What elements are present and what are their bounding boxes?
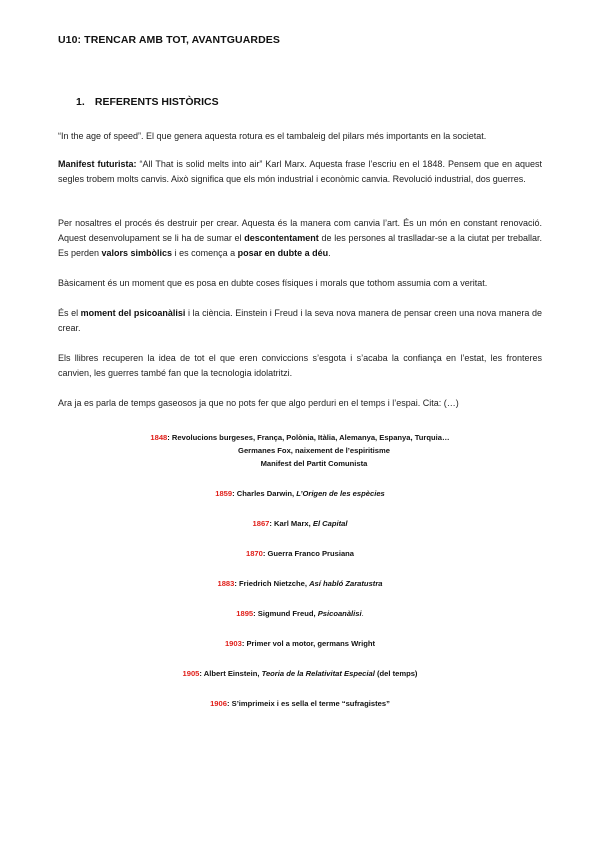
timeline-year: 1906 bbox=[210, 699, 227, 708]
timeline-entry-1859 bbox=[58, 487, 542, 500]
text-run: i la ciència. Einstein i Freud i la seva nova manera de pensar creen una nova manera de crear. bbox=[58, 308, 542, 333]
timeline-text: : Sigmund Freud, bbox=[253, 609, 318, 618]
timeline-text: : Charles Darwin, bbox=[232, 489, 297, 498]
timeline-line: Germanes Fox, naixement de l’espiritisme bbox=[238, 446, 390, 455]
timeline-work-title: L’Origen de les espècies bbox=[296, 489, 385, 498]
bold-run: posar en dubte a déu bbox=[237, 248, 329, 258]
text-run: Per nosaltres el procés és destruir per crear. Aquesta és la manera com canvia l’art. És un món en constant renovació. Aquest desenvolupament se li ha de sumar el bbox=[58, 218, 542, 243]
timeline-suffix: (del temps) bbox=[374, 669, 418, 678]
timeline-year: 1848 bbox=[150, 433, 168, 442]
timeline-year: 1867 bbox=[252, 519, 270, 528]
timeline-year: 1870 bbox=[245, 549, 263, 558]
timeline-text: : Friedrich Nietzche, bbox=[234, 579, 310, 588]
timeline-work-title: Teoria de la Relativitat Especial bbox=[261, 669, 375, 678]
timeline-text: : S’imprimeix i es sella el terme “sufragistes” bbox=[226, 699, 390, 708]
timeline-text: : Guerra Franco Prusiana bbox=[262, 549, 355, 558]
section-title: REFERENTS HISTÒRICS bbox=[94, 96, 219, 108]
timeline-entry-1848 bbox=[58, 431, 542, 470]
timeline-work-title: Psicoanàlisi bbox=[317, 609, 362, 618]
document-title: U10: TRENCAR AMB TOT, AVANTGUARDES bbox=[58, 34, 280, 46]
timeline-year: 1883 bbox=[217, 579, 235, 588]
timeline-entry-1883 bbox=[58, 577, 542, 590]
timeline-line bbox=[58, 431, 542, 444]
timeline-line: Manifest del Partit Comunista bbox=[260, 459, 368, 468]
bold-run: descontentament bbox=[244, 233, 319, 243]
timeline-year: 1905 bbox=[182, 669, 200, 678]
text-run: de les persones al traslladar-se a la ciutat per treballar. Es perden bbox=[58, 233, 542, 258]
timeline-year: 1859 bbox=[215, 489, 233, 498]
timeline bbox=[58, 431, 542, 710]
timeline-punctuation: . bbox=[361, 609, 364, 618]
text-run: És el bbox=[58, 308, 81, 318]
timeline-text: : Albert Einstein, bbox=[199, 669, 262, 678]
timeline-entry-1895 bbox=[58, 607, 542, 620]
paragraph-psychoanalysis bbox=[58, 306, 542, 336]
text-run: . bbox=[328, 248, 331, 258]
bold-run: valors simbòlics bbox=[101, 248, 173, 258]
paragraph-intro: “In the age of speed”. El que genera aquesta rotura es el tambaleig del pilars més importants en la societat. bbox=[58, 131, 487, 141]
manifest-text: “All That is solid melts into air” Karl Marx. Aquesta frase l’escriu en el 1848. Pensem que en aquest segles trobem molts canvis. Això significa que els món industrial i econòmic canvia. Revolució industrial, dos guerres. bbox=[58, 159, 542, 184]
paragraph-books: Els llibres recuperen la idea de tot el que eren conviccions s’esgota i s’acaba la confiança en l’estat, les fronteres canvien, les guerres també fan que la tecnologia idolatritzi. bbox=[58, 353, 542, 378]
paragraph-manifest bbox=[58, 157, 542, 187]
timeline-entry-1906 bbox=[58, 697, 542, 710]
timeline-entry-1903 bbox=[58, 637, 542, 650]
timeline-text: : Karl Marx, bbox=[269, 519, 313, 528]
timeline-year: 1903 bbox=[224, 639, 242, 648]
timeline-year: 1895 bbox=[236, 609, 254, 618]
section-number: 1. bbox=[76, 96, 85, 108]
timeline-entry-1870 bbox=[58, 547, 542, 560]
timeline-text: : Primer vol a motor, germans Wright bbox=[241, 639, 376, 648]
timeline-text: : Revolucions burgeses, França, Polònia, Itàlia, Alemanya, Espanya, Turquia… bbox=[167, 433, 450, 442]
timeline-work-title: Así habló Zaratustra bbox=[309, 579, 383, 588]
text-run: i es comença a bbox=[172, 248, 238, 258]
paragraph-destroy-create bbox=[58, 216, 542, 261]
timeline-entry-1905 bbox=[58, 667, 542, 680]
timeline-entry-1867 bbox=[58, 517, 542, 530]
section-heading bbox=[76, 96, 542, 108]
paragraph-doubt: Bàsicament és un moment que es posa en dubte coses físiques i morals que tothom assumia com a veritat. bbox=[58, 278, 488, 288]
bold-run: moment del psicoanàlisi bbox=[80, 308, 186, 318]
timeline-work-title: El Capital bbox=[312, 519, 348, 528]
manifest-label: Manifest futurista: bbox=[58, 159, 137, 169]
paragraph-gaseous-times: Ara ja es parla de temps gaseosos ja que no pots fer que algo perduri en el temps i l’espai. Cita: (…) bbox=[58, 398, 459, 408]
